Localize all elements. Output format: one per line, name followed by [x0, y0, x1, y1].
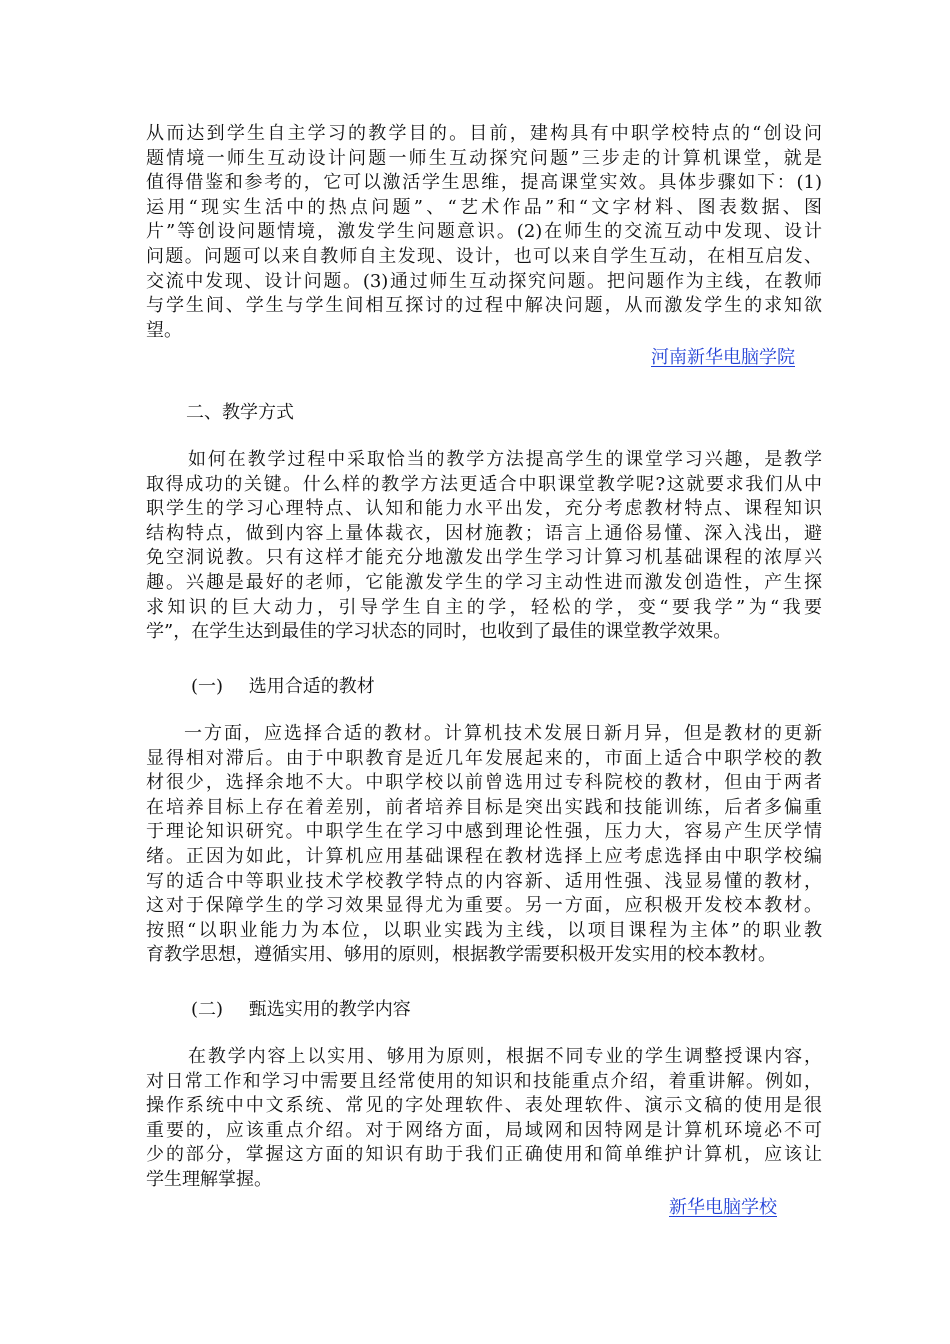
- paragraph-line: 按照“以职业能力为本位，以职业实践为主线，以项目课程为主体”的职业教: [146, 919, 822, 941]
- paragraph-line: 显得相对滞后。由于中职教育是近几年发展起来的，市面上适合中职学校的教: [146, 747, 822, 769]
- paragraph-line: 于理论知识研究。中职学生在学习中感到理论性强，压力大，容易产生厌学情: [146, 821, 822, 843]
- paragraph-line: 问题。问题可以来自教师自主发现、设计，也可以来自学生互动，在相互启发、: [146, 245, 822, 267]
- paragraph-intro: [146, 122, 822, 343]
- paragraph-line: 操作系统中中文系统、常见的字处理软件、表处理软件、演示文稿的使用是很: [146, 1095, 822, 1117]
- paragraph-textbook: [146, 722, 822, 968]
- subsection-heading-content: [191, 998, 411, 1023]
- paragraph-line: 免空洞说教。只有这样才能充分地激发出学生学习计算习机基础课程的浓厚兴: [146, 547, 822, 569]
- paragraph-line: 对日常工作和学习中需要且经常使用的知识和技能重点介绍，着重讲解。例如，: [146, 1070, 822, 1092]
- paragraph-line: 望。: [146, 319, 182, 341]
- paragraph-line: 材很少，选择余地不大。中职学校以前曾选用过专科院校的教材，但由于两者: [146, 772, 822, 794]
- paragraph-line: 绪。正因为如此，计算机应用基础课程在教材选择上应考虑选择由中职学校编: [146, 845, 822, 867]
- subsection-number: (一): [191, 676, 224, 697]
- subsection-title: 甄选实用的教学内容: [248, 999, 411, 1020]
- paragraph-line: 运用“现实生活中的热点问题”、“艺术作品”和“文字材料、图表数据、图: [146, 196, 822, 218]
- section-heading-teaching-method: 二、教学方式: [186, 402, 294, 423]
- paragraph-line: 取得成功的关键。什么样的教学方法更适合中职课堂教学呢?这就要求我们从中: [146, 473, 822, 495]
- paragraph-line: 片”等创设问题情境，激发学生问题意识。(2)在师生的交流互动中发现、设计: [146, 221, 822, 243]
- paragraph-line: 求知识的巨大动力，引导学生自主的学，轻松的学，变“要我学”为“我要: [146, 596, 822, 618]
- paragraph-line: 职学生的学习心理特点、认知和能力水平出发，充分考虑教材特点、课程知识: [146, 498, 822, 520]
- paragraph-line: 在教学内容上以实用、够用为原则，根据不同专业的学生调整授课内容，: [188, 1046, 822, 1067]
- paragraph-line: 重要的，应该重点介绍。对于网络方面，局域网和因特网是计算机环境必不可: [146, 1119, 822, 1141]
- paragraph-teaching-method: [146, 448, 822, 645]
- subsection-heading-textbook: [191, 675, 375, 700]
- subsection-number: (二): [191, 999, 224, 1020]
- paragraph-line: 学生理解掌握。: [146, 1168, 272, 1190]
- paragraph-line: 一方面，应选择合适的教材。计算机技术发展日新月异，但是教材的更新: [184, 723, 822, 744]
- paragraph-line: 趣。兴趣是最好的老师，它能激发学生的学习主动性进而激发创造性，产生探: [146, 571, 822, 593]
- henan-xinhua-link[interactable]: 河南新华电脑学院: [651, 347, 795, 368]
- paragraph-line: 学”，在学生达到最佳的学习状态的同时，也收到了最佳的课堂教学效果。: [146, 621, 732, 643]
- xinhua-computer-school-link[interactable]: 新华电脑学校: [669, 1197, 777, 1218]
- paragraph-line: 如何在教学过程中采取恰当的教学方法提高学生的课堂学习兴趣，是教学: [188, 449, 822, 470]
- paragraph-line: 少的部分，掌握这方面的知识有助于我们正确使用和简单维护计算机，应该让: [146, 1144, 822, 1166]
- paragraph-line: 与学生间、学生与学生间相互探讨的过程中解决问题，从而激发学生的求知欲: [146, 295, 822, 317]
- paragraph-line: 结构特点，做到内容上量体裁衣，因材施教；语言上通俗易懂、深入浅出，避: [146, 522, 822, 544]
- paragraph-line: 这对于保障学生的学习效果显得尤为重要。另一方面，应积极开发校本教材。: [146, 895, 822, 917]
- paragraph-line: 在培养目标上存在着差别，前者培养目标是突出实践和技能训练，后者多偏重: [146, 796, 822, 818]
- paragraph-line: 值得借鉴和参考的，它可以激活学生思维，提高课堂实效。具体步骤如下：(1): [146, 172, 822, 194]
- paragraph-line: 从而达到学生自主学习的教学目的。目前，建构具有中职学校特点的“创设问: [146, 123, 822, 144]
- paragraph-line: 写的适合中等职业技术学校教学特点的内容新、适用性强、浅显易懂的教材，: [146, 870, 822, 892]
- paragraph-line: 交流中发现、设计问题。(3)通过师生互动探究问题。把问题作为主线，在教师: [146, 270, 822, 292]
- paragraph-line: 育教学思想，遵循实用、够用的原则，根据教学需要积极开发实用的校本教材。: [146, 944, 776, 966]
- paragraph-content: [146, 1045, 822, 1193]
- paragraph-line: 题情境一师生互动设计问题一师生互动探究问题”三步走的计算机课堂，就是: [146, 147, 822, 169]
- subsection-title: 选用合适的教材: [248, 676, 375, 697]
